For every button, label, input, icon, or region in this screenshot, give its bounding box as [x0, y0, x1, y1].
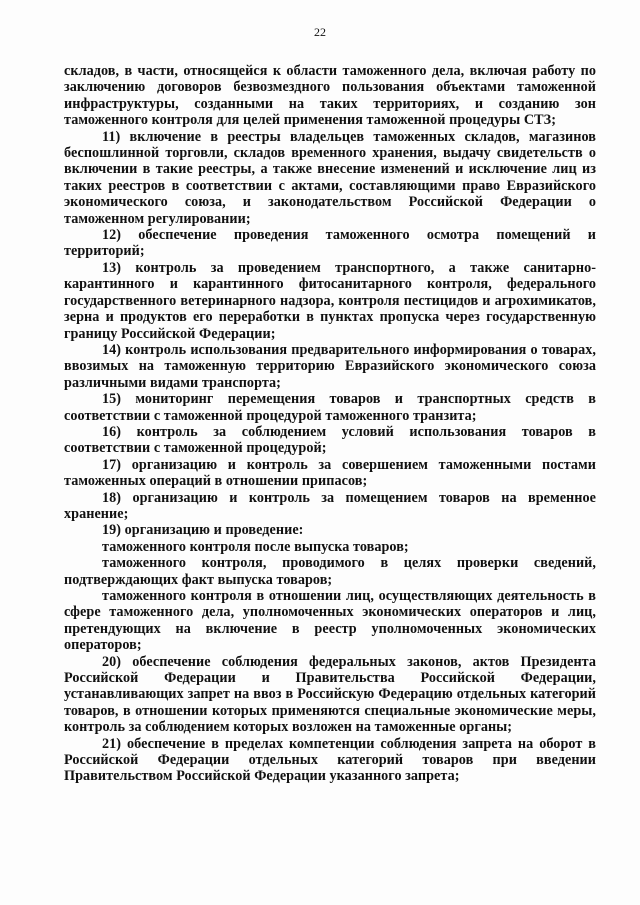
paragraph-item-21: 21) обеспечение в пределах компетенции соблюдения запрета на оборот в Российской Федерации отдельных категорий товаров при введении Правительством Российской Федерации указанного запрета;	[64, 735, 596, 785]
paragraph-item-20: 20) обеспечение соблюдения федеральных законов, актов Президента Российской Федерации и Правительства Российской Федерации, устанавливающих запрет на ввоз в Российскую Федерацию отдельных категорий товаров, в отношении которых применяются специальные экономические меры, контроль за соблюдением которых возложен на таможенные органы;	[64, 653, 596, 736]
paragraph-item-16: 16) контроль за соблюдением условий использования товаров в соответствии с таможенной процедурой;	[64, 423, 596, 457]
paragraph-item-11: 11) включение в реестры владельцев таможенных складов, магазинов беспошлинной торговли, складов временного хранения, выдачу свидетельств о включении в такие реестры, а также внесение изменений и исключение лиц из таких реестров в соответствии с актами, составляющими право Евразийского экономического союза, и законодательством Российской Федерации о таможенном регулировании;	[64, 128, 596, 227]
paragraph-item-12: 12) обеспечение проведения таможенного осмотра помещений и территорий;	[64, 227, 596, 260]
paragraph-item-19-sub-3: таможенного контроля в отношении лиц, осуществляющих деятельность в сфере таможенного дела, уполномоченных экономических операторов и лиц, претендующих на включение в реестр уполномоченных экономических операторов;	[64, 588, 596, 654]
paragraph-item-19: 19) организацию и проведение:	[102, 522, 304, 539]
paragraph-continuation: складов, в части, относящейся к области таможенного дела, включая работу по заключению договоров безвозмездного пользования объектами таможенной инфраструктуры, созданными на таких территориях, и созданию зон таможенного контроля для целей применения таможенной процедуры СТЗ;	[64, 63, 596, 129]
paragraph-item-15: 15) мониторинг перемещения товаров и транспортных средств в соответствии с таможенной процедурой таможенного транзита;	[64, 391, 596, 424]
page-number: 22	[314, 25, 326, 39]
paragraph-item-18: 18) организацию и контроль за помещением товаров на временное хранение;	[64, 489, 596, 522]
paragraph-item-19-sub-1: таможенного контроля после выпуска товаров;	[102, 538, 409, 555]
paragraph-item-19-sub-2: таможенного контроля, проводимого в целях проверки сведений, подтверждающих факт выпуска товаров;	[64, 555, 596, 588]
paragraph-item-17: 17) организацию и контроль за совершением таможенными постами таможенных операций в отношении припасов;	[64, 456, 596, 490]
paragraph-item-13: 13) контроль за проведением транспортного, а также санитарно-карантинного и карантинного фитосанитарного контроля, федерального государственного ветеринарного надзора, контроля пестицидов и агрохимикатов, зерна и продуктов его переработки в пунктах пропуска через государственную границу Российской Федерации;	[64, 259, 596, 342]
document-body	[64, 63, 596, 785]
paragraph-item-14: 14) контроль использования предварительного информирования о товарах, ввозимых на таможенную территорию Евразийского экономического союза различными видами транспорта;	[64, 341, 596, 391]
